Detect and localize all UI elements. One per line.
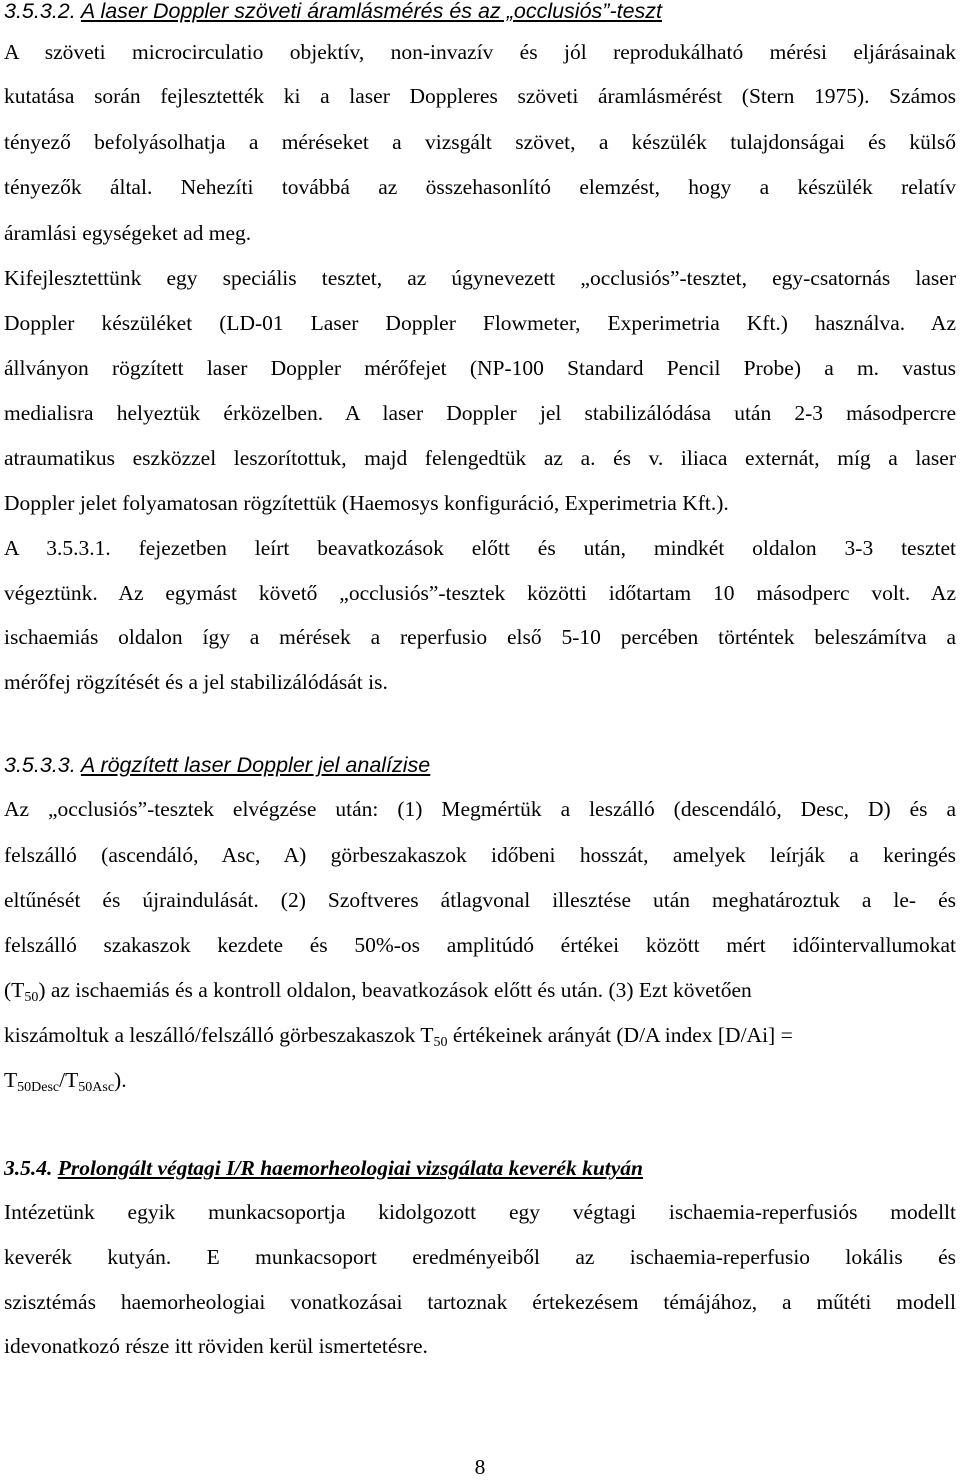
- paragraph-line: atraumatikus eszközzel leszorítottuk, majd felengedtük az a. és v. iliaca externát, míg a laser: [4, 446, 956, 470]
- t-symbol: T: [11, 978, 25, 1002]
- paragraph-line: keverék kutyán. E munkacsoport eredményeiből az ischaemia-reperfusio lokális és: [4, 1245, 956, 1269]
- paragraph-line: állványon rögzített laser Doppler mérőfejet (NP-100 Standard Pencil Probe) a m. vastus: [4, 356, 956, 380]
- paragraph-line-t50: [4, 975, 956, 1005]
- section-title: A laser Doppler szöveti áramlásmérés és az „occlusiós”-teszt: [80, 0, 663, 23]
- t-symbol: T: [420, 1023, 434, 1047]
- paragraph-line: felszálló szakaszok kezdete és 50%-os amplitúdó értékei között mért időintervallumokat: [4, 933, 956, 957]
- paragraph-line-ratio: [4, 1020, 956, 1050]
- section-number: 3.5.3.3.: [4, 753, 76, 777]
- t-symbol: T: [65, 1068, 79, 1092]
- paragraph-line: eltűnését és újraindulását. (2) Szoftveres átlagvonal illesztése után meghatároztuk a le- és: [4, 888, 956, 912]
- paragraph-line: szisztémás haemorheologiai vonatkozásai tartoznak értekezésem témájához, a műtéti modell: [4, 1290, 956, 1314]
- paragraph-line-formula: [4, 1065, 956, 1095]
- text-fragment: ).: [114, 1068, 127, 1092]
- section-title: Prolongált végtagi I/R haemorheologiai vizsgálata keverék kutyán: [57, 1156, 644, 1180]
- paragraph-line: medialisra helyeztük érközelben. A laser Doppler jel stabilizálódása után 2-3 másodpercre: [4, 401, 956, 425]
- subscript-50desc: 50Desc: [17, 1080, 60, 1095]
- subscript-50: 50: [24, 990, 39, 1005]
- paragraph-line: idevonatkozó része itt röviden kerül ismertetésre.: [4, 1334, 428, 1358]
- paragraph-line: mérőfej rögzítését és a jel stabilizálódását is.: [4, 670, 388, 694]
- subscript-50: 50: [433, 1035, 448, 1050]
- section-title: A rögzített laser Doppler jel analízise: [80, 753, 431, 777]
- text-fragment: értékeinek arányát (D/A index [D/Ai] =: [447, 1023, 793, 1047]
- paragraph-line: kutatása során fejlesztették ki a laser Doppleres szöveti áramlásmérést (Stern 1975). Számos: [4, 84, 956, 108]
- paragraph-line: áramlási egységeket ad meg.: [4, 221, 252, 245]
- text-fragment: /: [59, 1068, 66, 1092]
- section-heading-3-5-3-3: [4, 750, 956, 780]
- paragraph-line: A szöveti microcirculatio objektív, non-invazív és jól reprodukálható mérési eljárásainak: [4, 40, 956, 64]
- paragraph-line: tényezők által. Nehezíti továbbá az összehasonlító elemzést, hogy a készülék relatív: [4, 175, 956, 199]
- section-number: 3.5.4.: [4, 1156, 53, 1180]
- subscript-50asc: 50Asc: [78, 1080, 115, 1095]
- paragraph-line: ischaemiás oldalon így a mérések a reperfusio első 5-10 percében történtek beleszámítva a: [4, 625, 956, 649]
- t-symbol: T: [4, 1068, 18, 1092]
- paragraph-line: felszálló (ascendáló, Asc, A) görbeszakaszok időbeni hosszát, amelyek leírják a keringés: [4, 843, 956, 867]
- text-fragment: (: [4, 978, 12, 1002]
- paragraph-line: végeztünk. Az egymást követő „occlusiós”-tesztek közötti időtartam 10 másodperc volt. Az: [4, 581, 956, 605]
- paragraph-line: Kifejlesztettünk egy speciális tesztet, az úgynevezett „occlusiós”-tesztet, egy-csatornás laser: [4, 266, 956, 290]
- section-heading-3-5-3-2: [4, 0, 956, 26]
- text-fragment: kiszámoltuk a leszálló/felszálló görbeszakaszok: [4, 1023, 421, 1047]
- paragraph-line: Doppler készüléket (LD-01 Laser Doppler Flowmeter, Experimetria Kft.) használva. Az: [4, 311, 956, 335]
- paragraph-line: Doppler jelet folyamatosan rögzítettük (Haemosys konfiguráció, Experimetria Kft.).: [4, 491, 729, 515]
- section-number: 3.5.3.2.: [4, 0, 76, 23]
- text-fragment: ) az ischaemiás és a kontroll oldalon, beavatkozások előtt és után. (3) Ezt követően: [38, 978, 752, 1002]
- paragraph-line: tényező befolyásolhatja a méréseket a vizsgált szövet, a készülék tulajdonságai és külső: [4, 130, 956, 154]
- paragraph-line: Az „occlusiós”-tesztek elvégzése után: (1) Megmértük a leszálló (descendáló, Desc, D) és a: [4, 797, 956, 821]
- paragraph-line: Intézetünk egyik munkacsoportja kidolgozott egy végtagi ischaemia-reperfusiós modellt: [4, 1200, 956, 1224]
- section-heading-3-5-4: [4, 1153, 956, 1183]
- page-number: 8: [474, 1455, 486, 1479]
- paragraph-line: A 3.5.3.1. fejezetben leírt beavatkozások előtt és után, mindkét oldalon 3-3 tesztet: [4, 536, 956, 560]
